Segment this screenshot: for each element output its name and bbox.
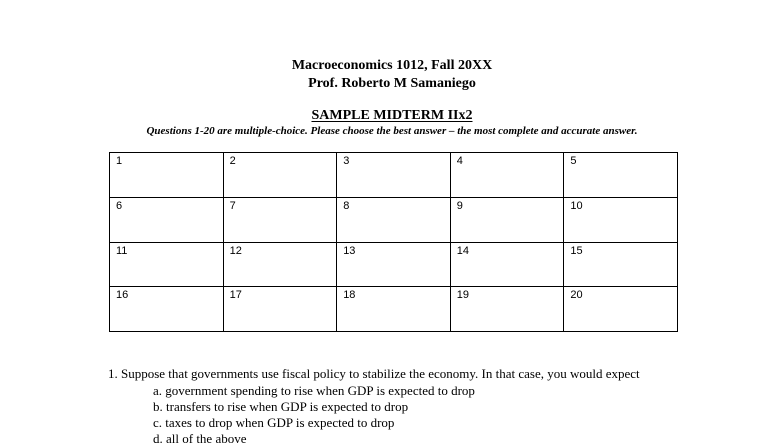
answer-cell: 11 bbox=[110, 242, 224, 287]
answer-cell: 16 bbox=[110, 287, 224, 332]
answer-cell: 15 bbox=[564, 242, 678, 287]
professor-name: Prof. Roberto M Samaniego bbox=[308, 76, 476, 91]
answer-cell: 18 bbox=[337, 287, 451, 332]
answer-cell: 12 bbox=[223, 242, 337, 287]
option-b: b. transfers to rise when GDP is expected to drop bbox=[153, 399, 409, 414]
option-d: d. all of the above bbox=[153, 431, 247, 446]
answer-cell: 9 bbox=[450, 197, 564, 242]
answer-cell: 19 bbox=[450, 287, 564, 332]
answer-grid-row bbox=[110, 242, 678, 287]
answer-grid bbox=[109, 152, 678, 332]
instructions: Questions 1-20 are multiple-choice. Please choose the best answer – the most complete and accurate answer. bbox=[146, 125, 638, 137]
answer-cell: 2 bbox=[223, 153, 337, 198]
answer-cell: 1 bbox=[110, 153, 224, 198]
answer-cell: 14 bbox=[450, 242, 564, 287]
answer-cell: 7 bbox=[223, 197, 337, 242]
answer-cell: 3 bbox=[337, 153, 451, 198]
answer-cell: 17 bbox=[223, 287, 337, 332]
answer-grid-row bbox=[110, 153, 678, 198]
course-title: Macroeconomics 1012, Fall 20XX bbox=[291, 58, 493, 73]
answer-cell: 8 bbox=[337, 197, 451, 242]
answer-cell: 10 bbox=[564, 197, 678, 242]
answer-cell: 5 bbox=[564, 153, 678, 198]
option-a: a. government spending to rise when GDP is expected to drop bbox=[153, 383, 475, 398]
answer-cell: 13 bbox=[337, 242, 451, 287]
answer-grid-row bbox=[110, 197, 678, 242]
option-c: c. taxes to drop when GDP is expected to drop bbox=[153, 415, 395, 430]
answer-grid-row bbox=[110, 287, 678, 332]
answer-cell: 4 bbox=[450, 153, 564, 198]
question-1-options bbox=[153, 383, 475, 447]
answer-cell: 6 bbox=[110, 197, 224, 242]
question-1-text: 1. Suppose that governments use fiscal policy to stabilize the economy. In that case, you would expect bbox=[108, 366, 640, 381]
exam-title: SAMPLE MIDTERM IIx2 bbox=[311, 108, 473, 123]
answer-cell: 20 bbox=[564, 287, 678, 332]
